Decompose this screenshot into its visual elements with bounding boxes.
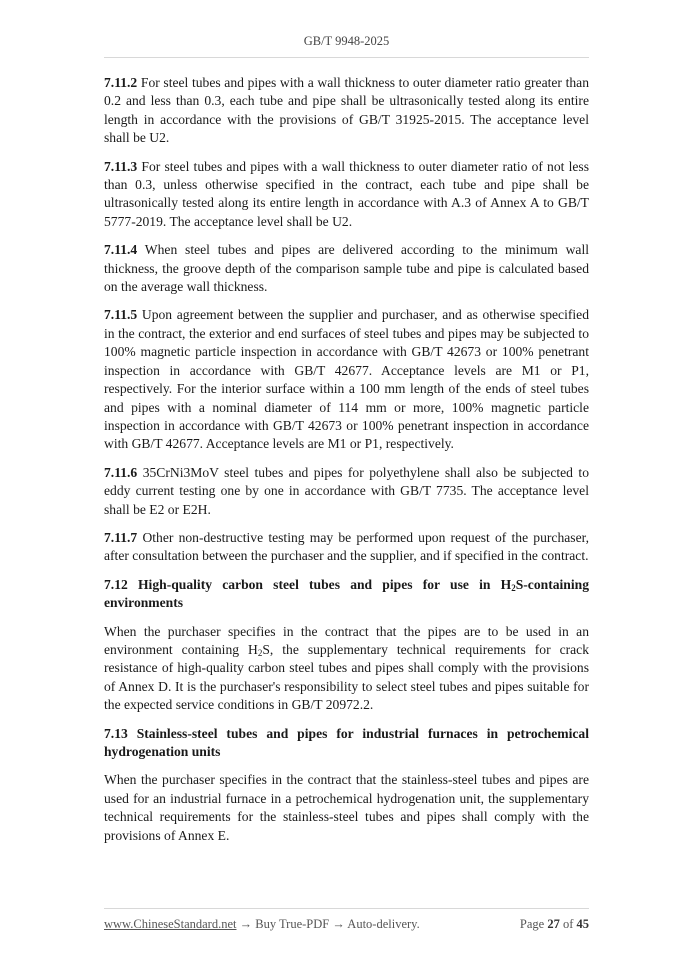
- clause-number: 7.11.3: [104, 158, 138, 174]
- page-total: 45: [576, 917, 589, 931]
- clause-text: For steel tubes and pipes with a wall thickness to outer diameter ratio greater than 0.2 and less than 0.3, each tube and pipe shall be ultrasonically tested along its entire length in accordance with the provisions of GB/T 31925-2015. The acceptance level shall be U2.: [104, 75, 590, 146]
- clause-text: 35CrNi3MoV steel tubes and pipes for polyethylene shall also be subjected to eddy current testing one by one in accordance with GB/T 7735. The acceptance level shall be E2 or E2H.: [104, 464, 589, 517]
- subscript: 2: [257, 647, 263, 658]
- section-heading-7-12: [104, 576, 589, 613]
- page-label: Page: [519, 917, 545, 931]
- site-link[interactable]: www.ChineseStandard.net: [104, 917, 237, 931]
- clause-7-11-3: [104, 158, 589, 232]
- footer-promo: [104, 917, 420, 932]
- clause-number: 7.11.5: [104, 307, 138, 323]
- heading-text: S-containing environments: [104, 576, 589, 611]
- subscript: 2: [511, 582, 516, 593]
- page-body: [104, 74, 589, 855]
- standard-number: GB/T 9948-2025: [303, 34, 390, 48]
- page-header: [104, 34, 589, 58]
- clause-number: 7.11.2: [104, 75, 138, 90]
- page-number: [520, 917, 589, 932]
- page-of: of: [562, 917, 574, 931]
- section-body-7-13: When the purchaser specifies in the contract that the stainless-steel tubes and pipes are used for an industrial furnace in a petrochemical hydrogenation unit, the supplementary technical requirements for the stainless-steel tubes and pipes shall comply with the provisions of Annex E.: [104, 772, 589, 843]
- clause-number: 7.11.7: [104, 529, 138, 545]
- body-text: S, the supplementary technical requirements for crack resistance of high-quality carbon steel tubes and pipes shall comply with the provisions of Annex D. It is the purchaser's responsibility to select steel tubes and pipes suitable for the expected service conditions in GB/T 20972.2.: [104, 641, 590, 713]
- section-heading-7-13: 7.13 Stainless-steel tubes and pipes for industrial furnaces in petrochemical hydrogenation units: [104, 725, 589, 759]
- clause-7-11-6: [104, 464, 589, 519]
- page-footer: [104, 908, 589, 932]
- promo-text: → Buy True-PDF → Auto-delivery.: [236, 917, 420, 931]
- section-body-7-12: [104, 623, 589, 715]
- clause-7-11-7: [104, 529, 589, 566]
- clause-number: 7.11.6: [104, 464, 138, 480]
- heading-text: 7.12 High-quality carbon steel tubes and pipes for use in H: [104, 576, 512, 592]
- clause-text: Other non-destructive testing may be performed upon request of the purchaser, after consultation between the purchaser and the supplier, and if specified in the contract.: [104, 529, 589, 564]
- clause-number: 7.11.4: [104, 242, 138, 258]
- clause-7-11-5: [104, 306, 589, 453]
- clause-text: For steel tubes and pipes with a wall thickness to outer diameter ratio of not less than 0.3, unless otherwise specified in the contract, each tube and pipe shall be ultrasonically tested along its entire length in accordance with A.3 of Annex A to GB/T 5777-2019. The acceptance level shall be U2.: [104, 158, 589, 229]
- clause-text: When steel tubes and pipes are delivered according to the minimum wall thickness, the groove depth of the comparison sample tube and pipe is calculated based on the average wall thickness.: [104, 242, 589, 295]
- clause-text: Upon agreement between the supplier and purchaser, and as otherwise specified in the contract, the exterior and end surfaces of steel tubes and pipes may be subjected to 100% magnetic particle inspection in accordance with GB/T 42673 or 100% penetrant inspection in accordance with GB/T 42677. Acceptance levels are M1 or P1, respectively. For the interior surface within a 100 mm length of the ends of steel tubes and pipes with a nominal diameter of 114 mm or more, 100% magnetic particle inspection in accordance with GB/T 42673 or 100% penetrant inspection in accordance with GB/T 42677. Acceptance levels are M1 or P1, respectively.: [104, 307, 590, 452]
- body-text: When the purchaser specifies in the contract that the pipes are to be used in an environment containing H: [104, 623, 589, 657]
- page-current: 27: [547, 917, 560, 931]
- clause-7-11-2: [104, 74, 589, 148]
- clause-7-11-4: [104, 241, 589, 296]
